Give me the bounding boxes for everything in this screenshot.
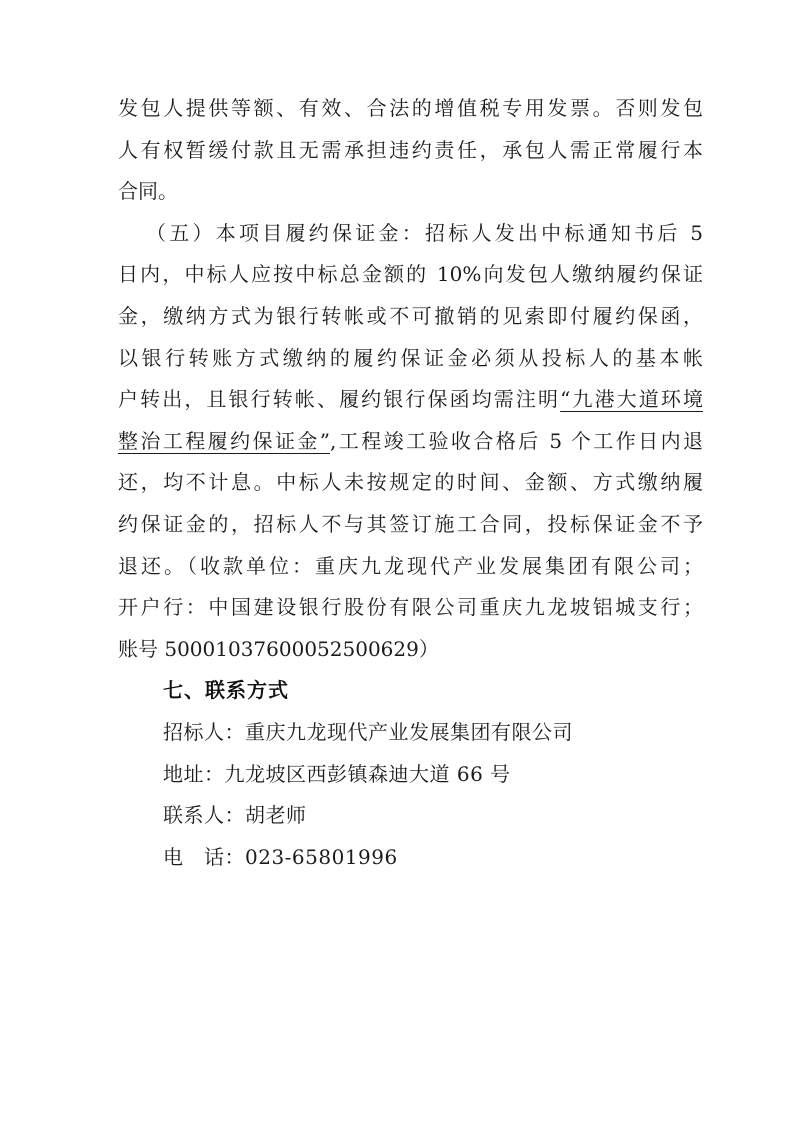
text-line bbox=[118, 130, 703, 172]
section-heading bbox=[163, 670, 703, 712]
body-text: 日内，中标人应按中标总金额的 10%向发包人缴纳履约保证 bbox=[118, 262, 703, 287]
section-heading-text: 七、联系方式 bbox=[163, 678, 289, 703]
body-text: 退还。（收款单位：重庆九龙现代产业发展集团有限公司； bbox=[118, 553, 703, 578]
body-text: ,工程竣工验收合格后 5 个工作日内退 bbox=[330, 428, 703, 453]
contact-person-line bbox=[163, 795, 703, 837]
body-text: （五）本项目履约保证金：招标人发出中标通知书后 5 bbox=[146, 220, 703, 245]
text-line bbox=[118, 504, 703, 546]
account-number-line: 账号 50001037600052500629） bbox=[118, 636, 439, 661]
contact-text: 联系人：胡老师 bbox=[163, 803, 307, 828]
text-line bbox=[118, 421, 703, 463]
text-line bbox=[118, 88, 703, 130]
contact-text: 地址：九龙坡区西彭镇森迪大道 66 号 bbox=[163, 761, 511, 786]
body-text: 以银行转账方式缴纳的履约保证金必须从投标人的基本帐 bbox=[118, 345, 703, 370]
underlined-project-name-part: “九港大道环境 bbox=[560, 387, 704, 412]
body-text: 约保证金的，招标人不与其签订施工合同，投标保证金不予 bbox=[118, 511, 703, 536]
text-line bbox=[118, 462, 703, 504]
body-text: 人有权暂缓付款且无需承担违约责任，承包人需正常履行本 bbox=[118, 137, 703, 162]
text-line bbox=[118, 171, 703, 213]
underlined-project-name-part: 整治工程履约保证金” bbox=[118, 428, 331, 453]
text-line bbox=[118, 587, 703, 629]
body-text: 开户行：中国建设银行股份有限公司重庆九龙坡铝城支行； bbox=[118, 595, 703, 620]
body-text: 还，均不计息。中标人未按规定的时间、金额、方式缴纳履 bbox=[118, 470, 703, 495]
body-text: 发包人提供等额、有效、合法的增值税专用发票。否则发包 bbox=[118, 96, 703, 120]
contact-text: 电 话：023-65801996 bbox=[163, 844, 398, 869]
text-line bbox=[118, 213, 703, 255]
text-line bbox=[118, 379, 703, 421]
text-line bbox=[118, 338, 703, 380]
contact-bidder-line bbox=[163, 712, 703, 754]
body-text: 户转出，且银行转帐、履约银行保函均需注明 bbox=[118, 387, 561, 412]
text-line bbox=[118, 296, 703, 338]
body-text: 合同。 bbox=[118, 179, 178, 204]
document-body bbox=[118, 88, 703, 878]
contact-text: 招标人：重庆九龙现代产业发展集团有限公司 bbox=[163, 719, 573, 744]
contact-address-line bbox=[163, 754, 703, 796]
text-line bbox=[118, 629, 703, 671]
contact-phone-line bbox=[163, 837, 703, 879]
text-line bbox=[118, 546, 703, 588]
text-line bbox=[118, 254, 703, 296]
body-text: 金，缴纳方式为银行转帐或不可撤销的见索即付履约保函， bbox=[118, 303, 703, 328]
